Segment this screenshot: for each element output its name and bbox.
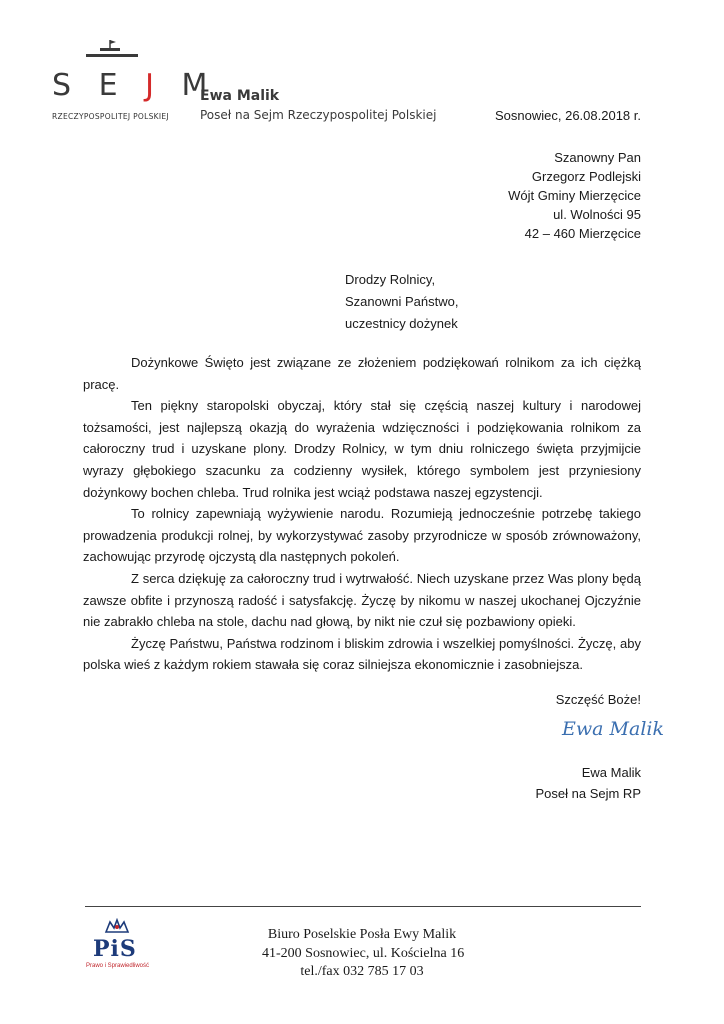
pis-logo: PiS	[93, 936, 137, 962]
sejm-logo-wordmark: S E J M	[52, 68, 217, 103]
signer-title: Poseł na Sejm RP	[535, 786, 641, 801]
header-role: Poseł na Sejm Rzeczypospolitej Polskiej	[200, 108, 437, 122]
office-address	[262, 926, 465, 982]
footer-line: Biuro Poselskie Posła Ewy Malik	[267, 927, 457, 942]
paragraph: Z serca dziękuję za całoroczny trud i wytrwałość. Niech uzyskane przez Was plony będą zawsze obfite i przynoszą radość i satysfakcję. Życzę by nikomu w naszej ukochanej Ojczyźnie nie zabrakło chleba na stole, dachu nad głową, by nikt nie czuł się pozbawiony opieki.	[83, 570, 641, 630]
closing: Szczęść Boże!	[555, 692, 641, 707]
pis-eagle-icon	[104, 918, 130, 936]
recipient-line: 42 – 460 Mierzęcice	[524, 226, 641, 241]
paragraph: Życzę Państwu, Państwa rodzinom i bliskim zdrowia i wszelkiej pomyślności. Życzę, aby polska wieś z każdym rokiem stawała się coraz silniejsza ekonomicznie i zasobniejsza.	[83, 635, 641, 673]
signer-name: Ewa Malik	[581, 765, 641, 780]
signer-block	[536, 762, 642, 804]
paragraph: To rolnicy zapewniają wyżywienie narodu. Rozumieją jednocześnie potrzebę takiego prowadzenia produkcji rolnej, by wykorzystywać zasoby przyrodnicze w sposób zrównoważony, zachowując przyrodę ojczystą dla następnych pokoleń.	[83, 506, 641, 565]
recipient-line: Szanowny Pan	[554, 150, 641, 165]
recipient-address	[508, 148, 641, 243]
sejm-eagle-icon	[80, 36, 150, 66]
recipient-line: Wójt Gminy Mierzęcice	[508, 188, 641, 203]
greeting-line: uczestnicy dożynek	[345, 316, 458, 331]
pis-logo-subtitle: Prawo i Sprawiedliwość	[86, 963, 150, 969]
letter-date: Sosnowiec, 26.08.2018 r.	[495, 108, 641, 123]
paragraph: Ten piękny staropolski obyczaj, który stał się częścią naszej kultury i narodowej tożsamości, jest najlepszą okazją do wyrażenia wdzięczności i podziękowania rolnikom za całoroczny trud i uzyskane plony. Drodzy Rolnicy, w tym dniu rolniczego święta przyjmijcie wyrazy głębokiego szacunku za codzienny wysiłek, którego symbolem jest przyniesiony dożynkowy bochen chleba. Trud rolnika jest wciąż podstawa naszej egzystencji.	[83, 398, 641, 500]
footer-divider	[85, 906, 641, 907]
handwritten-signature: Ewa Malik	[562, 718, 664, 740]
footer-line: tel./fax 032 785 17 03	[300, 964, 424, 979]
sejm-logo-subtitle: RZECZYPOSPOLITEJ POLSKIEJ	[52, 112, 169, 121]
greeting-line: Szanowni Państwo,	[345, 294, 459, 309]
paragraph: Dożynkowe Święto jest związane ze złożeniem podziękowań rolnikom za ich ciężką pracę.	[83, 355, 641, 392]
footer-line: 41-200 Sosnowiec, ul. Kościelna 16	[262, 945, 465, 961]
recipient-line: ul. Wolności 95	[553, 207, 641, 222]
greeting-line: Drodzy Rolnicy,	[345, 272, 436, 287]
greeting	[345, 269, 458, 335]
recipient-line: Grzegorz Podlejski	[531, 169, 641, 184]
letter-body	[83, 352, 641, 676]
header-name: Ewa Malik	[200, 88, 280, 104]
